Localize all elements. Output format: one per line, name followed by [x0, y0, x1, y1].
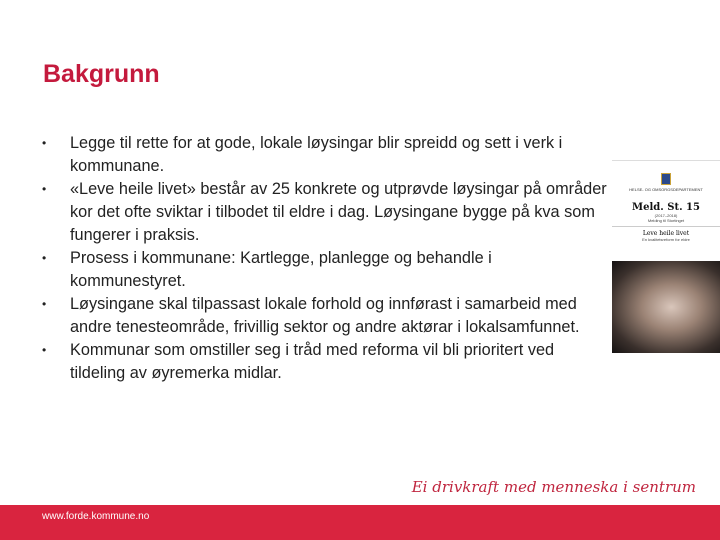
footer-band [0, 505, 720, 540]
bullet-text: Kommunar som omstiller seg i tråd med reforma vil bli prioritert ved tildeling av øyremerka midlar. [70, 341, 555, 382]
bullet-item [42, 178, 607, 247]
bullet-icon: • [42, 136, 47, 150]
bullet-item [42, 339, 607, 385]
report-cover-image [612, 160, 720, 356]
bullet-text: Løysingane skal tilpassast lokale forhold og innførast i samarbeid med andre tenesteområde, frivillig sektor og andre aktørar i lokalsamfunnet. [70, 295, 580, 336]
bullet-item [42, 132, 607, 178]
bullet-item [42, 247, 607, 293]
bullet-icon: • [42, 343, 47, 357]
cover-title: Meld. St. 15 [632, 202, 700, 213]
footer-slogan: Ei drivkraft med menneska i sentrum [411, 478, 696, 496]
cover-photo [612, 261, 720, 353]
bullet-item [42, 293, 607, 339]
cover-note: Melding til Stortinget [647, 218, 685, 223]
bullet-text: Prosess i kommunane: Kartlegge, planlegge og behandle i kommunestyret. [70, 249, 492, 290]
bullet-list [42, 132, 607, 385]
cover-tagline: En kvalitetsreform for eldre [642, 237, 690, 242]
crest-icon [661, 173, 671, 185]
bullet-text: Legge til rette for at gode, lokale løysingar blir spreidd og sett i verk i kommunane. [70, 134, 563, 175]
bullet-text: «Leve heile livet» består av 25 konkrete og utprøvde løysingar på områder kor det ofte sviktar i tilbodet til eldre i dag. Løysingane bygge på kva som fungerer i praksis. [70, 180, 607, 244]
slide-title: Bakgrunn [43, 60, 160, 88]
bullet-icon: • [42, 297, 47, 311]
bullet-icon: • [42, 182, 47, 196]
bullet-icon: • [42, 251, 47, 265]
cover-department: HELSE- OG OMSORGSDEPARTEMENT [629, 187, 703, 192]
footer-url: www.forde.kommune.no [42, 511, 150, 522]
cover-years: (2017–2018) [654, 213, 678, 218]
cover-subtitle: Leve heile livet [612, 226, 720, 237]
